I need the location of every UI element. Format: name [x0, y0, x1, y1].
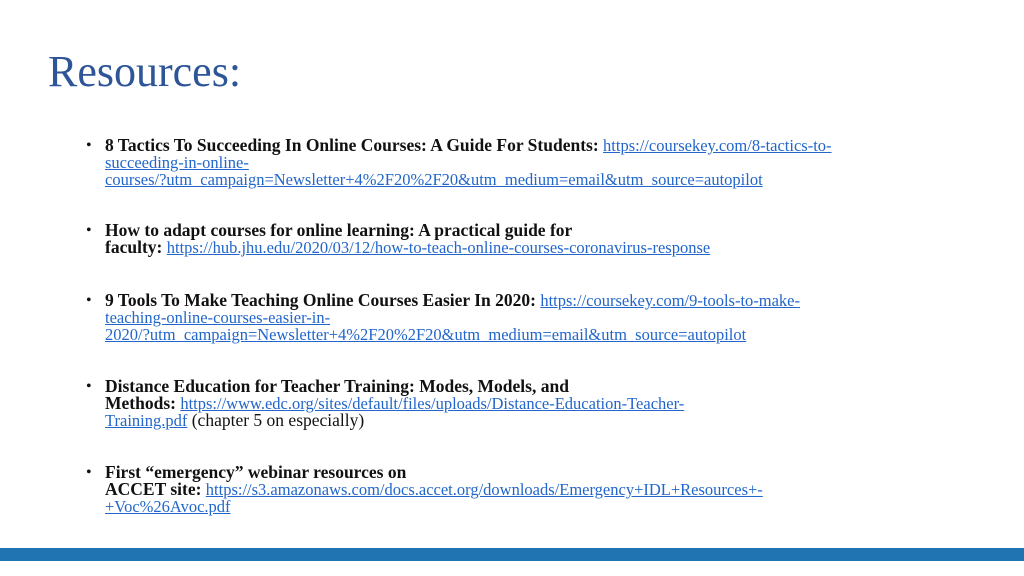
resource-title: Methods: [105, 393, 176, 413]
resource-link-line[interactable]: teaching-online-courses-easier-in- [105, 308, 331, 327]
bullet-icon: • [86, 378, 92, 395]
resource-link-line[interactable]: +Voc%26Avoc.pdf [105, 497, 231, 516]
resource-link-line[interactable]: courses/?utm_campaign=Newsletter+4%2F20%2F20&utm_medium=email&utm_source=autopilot [105, 170, 763, 189]
resource-link-line[interactable]: https://coursekey.com/8-tactics-to- [603, 136, 832, 155]
bullet-icon: • [86, 137, 92, 154]
footer-accent-bar [0, 548, 1024, 561]
slide-title: Resources: [48, 47, 242, 96]
resource-item-accet [86, 464, 936, 515]
bullet-icon: • [86, 292, 92, 309]
resource-link-line[interactable]: https://s3.amazonaws.com/docs.accet.org/downloads/Emergency+IDL+Resources+- [205, 480, 763, 499]
resource-title: First “emergency” webinar resources on [105, 462, 407, 482]
resource-link-line[interactable]: succeeding-in-online- [105, 153, 249, 172]
resource-item-tactics [86, 137, 936, 188]
resource-item-tools [86, 292, 936, 343]
resource-link-line[interactable]: https://coursekey.com/9-tools-to-make- [540, 291, 801, 310]
resource-title: ACCET site: [105, 479, 202, 499]
resource-link-line[interactable]: Training.pdf [105, 411, 188, 430]
resource-item-distance-education [86, 378, 936, 429]
bullet-icon: • [86, 222, 92, 239]
resource-link[interactable]: https://hub.jhu.edu/2020/03/12/how-to-teach-online-courses-coronavirus-response [166, 238, 711, 257]
resource-link-line[interactable]: 2020/?utm_campaign=Newsletter+4%2F20%2F20&utm_medium=email&utm_source=autopilot [105, 325, 747, 344]
resource-title: 8 Tactics To Succeeding In Online Courses: A Guide For Students: [105, 135, 599, 155]
resource-title: faculty: [105, 237, 163, 257]
resource-title: How to adapt courses for online learning: A practical guide for [105, 220, 573, 240]
resource-title: 9 Tools To Make Teaching Online Courses Easier In 2020: [105, 290, 536, 310]
resource-link-line[interactable]: https://www.edc.org/sites/default/files/uploads/Distance-Education-Teacher- [180, 394, 685, 413]
resource-note: (chapter 5 on especially) [191, 410, 365, 430]
bullet-icon: • [86, 464, 92, 481]
resource-title: Distance Education for Teacher Training: Modes, Models, and [105, 376, 569, 396]
resource-item-adapt-courses [86, 222, 936, 256]
